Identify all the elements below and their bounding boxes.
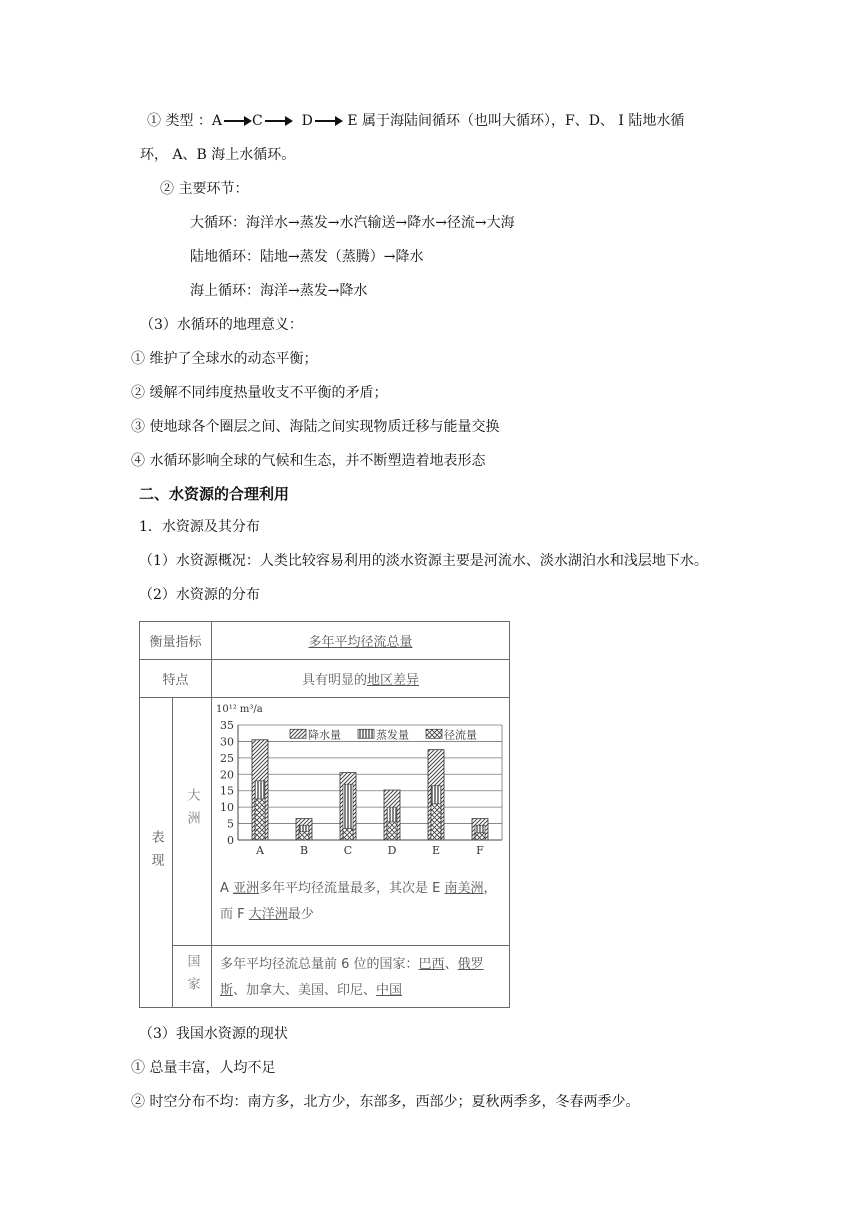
row-label-indicator: 衡量指标 [140, 622, 212, 660]
x-tick-label: D [387, 844, 397, 857]
continent-label: 大洲 [184, 788, 200, 834]
asia-link-text: 亚洲 [233, 881, 260, 896]
country-sep: 、 [444, 956, 458, 972]
bar-runoff [431, 804, 441, 840]
bar-runoff [475, 833, 485, 840]
row-value-feature [212, 660, 510, 698]
arrow-right-icon [224, 120, 250, 122]
x-tick-label: C [343, 844, 353, 857]
y-tick-label: 10 [220, 801, 234, 815]
performance-label-cell [140, 698, 173, 1008]
south-america-text: 南美洲 [444, 881, 484, 896]
continent-desc [212, 872, 509, 930]
desc-text: ，而 F [220, 881, 497, 922]
y-tick-label: 5 [227, 817, 234, 831]
arrow-right-icon [315, 120, 341, 122]
significance-item: ② 缓解不同纬度热量收支不平衡的矛盾； [131, 385, 388, 401]
feature-prefix: 具有明显的 [301, 673, 367, 688]
cycle-type-d: D [301, 113, 313, 129]
country-label: 国家 [184, 953, 200, 1000]
bar-runoff [343, 829, 353, 841]
cycle-type-cont: 环， A、B 海上水循环。 [140, 147, 296, 163]
legend-label: 径流量 [444, 728, 477, 742]
arrow-right-icon [265, 120, 291, 122]
row-label-feature: 特点 [140, 660, 212, 698]
significance-item: ③ 使地球各个圈层之间、海陆之间实现物质迁移与能量交换 [131, 419, 500, 435]
desc-text: 最少 [287, 907, 314, 922]
china-item: ② 时空分布不均：南方多，北方少，东部多，西部少；夏秋两季多，冬春两季少。 [131, 1094, 640, 1110]
row-value-indicator [212, 622, 510, 660]
desc-text: 多年平均径流量最多，其次是 E [259, 881, 445, 896]
legend-swatch [290, 729, 306, 738]
bar-runoff [387, 822, 397, 840]
legend-swatch [426, 729, 442, 738]
feature-value: 地区差异 [367, 673, 420, 688]
y-tick-label: 0 [227, 834, 234, 847]
x-tick-label: A [256, 844, 264, 857]
y-tick-label: 25 [220, 751, 234, 765]
legend-swatch [358, 729, 374, 738]
country-desc-text: 多年平均径流总量前 6 位的国家： [220, 956, 419, 972]
brazil-text: 巴西 [418, 956, 445, 972]
y-tick-label: 35 [220, 719, 234, 732]
legend-label: 蒸发量 [376, 728, 409, 742]
y-unit-label: 10¹² m³/a [216, 704, 263, 715]
russia-text: 俄罗斯 [220, 956, 484, 998]
major-links-title: ② 主要环节： [160, 181, 249, 197]
desc-text: A [220, 881, 234, 896]
subsection-title: 1．水资源及其分布 [139, 519, 260, 535]
land-cycle: 陆地循环：陆地→蒸发（蒸腾）→降水 [190, 249, 424, 265]
y-tick-label: 30 [220, 735, 234, 749]
distribution-title: （2）水资源的分布 [139, 587, 260, 603]
country-cell [212, 946, 510, 1008]
significance-title: （3）水循环的地理意义： [140, 317, 303, 333]
y-tick-label: 15 [220, 784, 234, 798]
indicator-value: 多年平均径流总量 [308, 635, 413, 650]
oceania-text: 大洋洲 [248, 907, 288, 922]
continent-cell [212, 698, 510, 946]
cycle-type-line [147, 111, 684, 131]
bar-runoff [299, 832, 309, 840]
water-resource-table [139, 621, 510, 1008]
cycle-type-rest: E 属于海陆间循环（也叫大循环），F、D、 I 陆地水循 [347, 113, 685, 129]
china-item: ① 总量丰富，人均不足 [131, 1060, 276, 1076]
x-tick-label: B [299, 844, 309, 857]
x-tick-label: E [431, 844, 441, 857]
performance-label: 表现 [148, 829, 164, 876]
country-desc-rest: 、加拿大、美国、印尼、 [233, 982, 377, 998]
china-text: 中国 [376, 982, 403, 998]
runoff-chart [212, 700, 508, 872]
y-tick-label: 20 [220, 768, 234, 782]
bar-runoff [255, 799, 265, 840]
x-tick-label: F [476, 844, 484, 857]
big-cycle: 大循环：海洋水→蒸发→水汽输送→降水→径流→大海 [190, 215, 515, 231]
country-label-cell [173, 946, 212, 1008]
section-heading: 二、水资源的合理利用 [139, 485, 290, 503]
continent-label-cell [173, 698, 212, 946]
significance-item: ① 维护了全球水的动态平衡； [131, 351, 318, 367]
sea-cycle: 海上循环：海洋→蒸发→降水 [190, 283, 368, 299]
cycle-type-prefix: ① 类型 ：A [147, 113, 223, 129]
significance-item: ④ 水循环影响全球的气候和生态，并不断塑造着地表形态 [131, 453, 486, 469]
overview-text: （1）水资源概况：人类比较容易利用的淡水资源主要是河流水、淡水湖泊水和浅层地下水。 [139, 553, 708, 569]
cycle-type-c: C [252, 113, 263, 129]
china-title: （3）我国水资源的现状 [139, 1026, 288, 1042]
legend-label: 降水量 [308, 728, 341, 742]
